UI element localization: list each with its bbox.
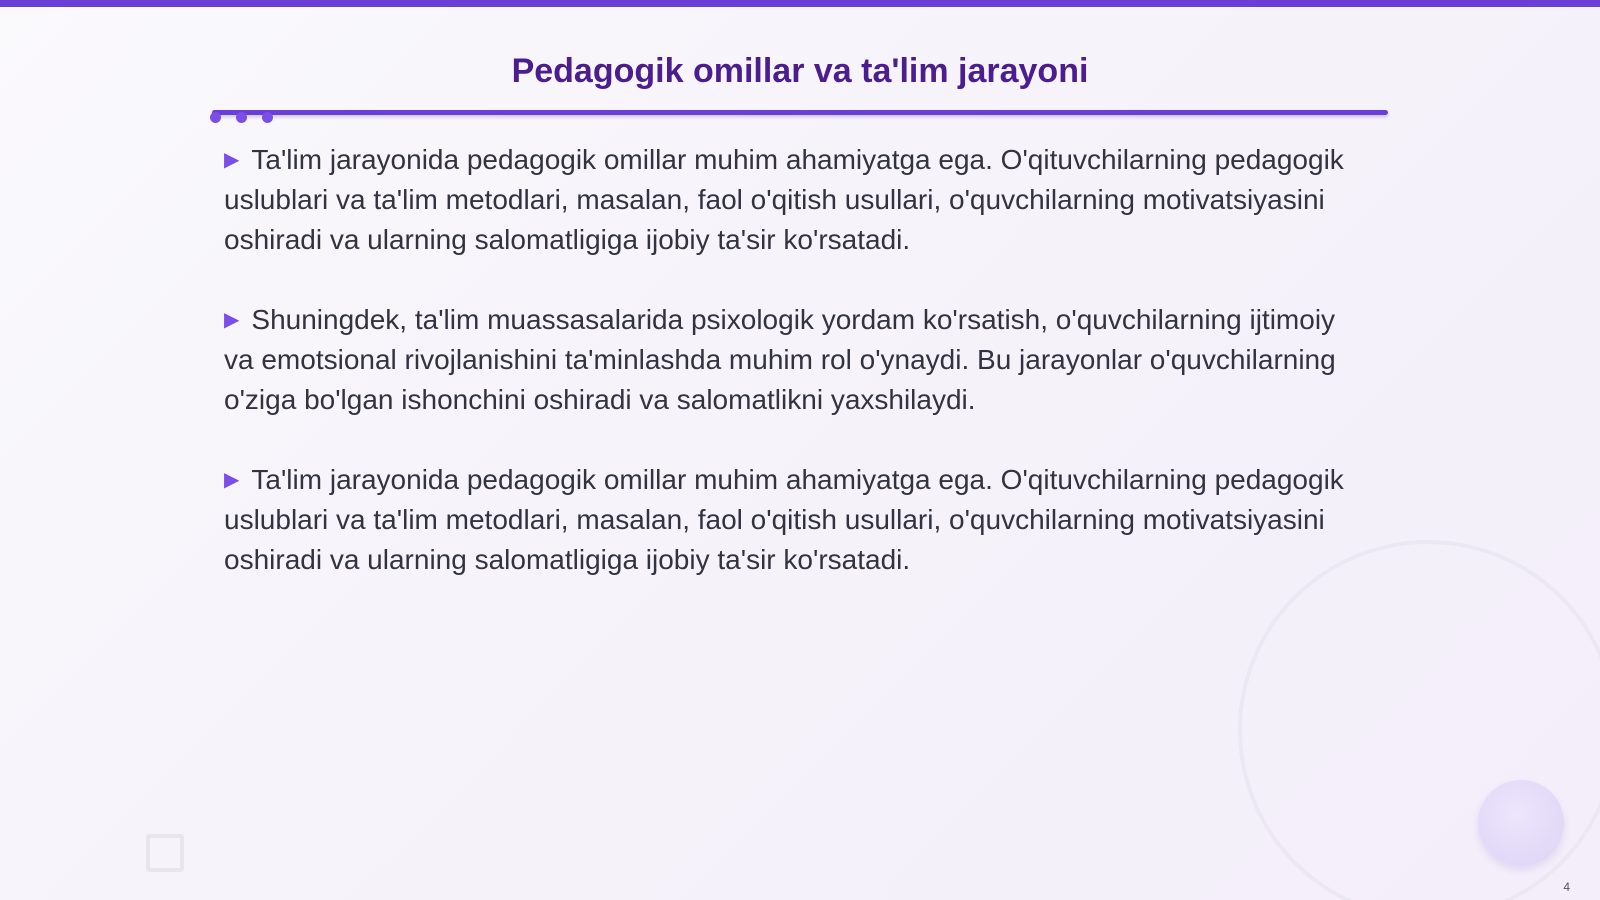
bullet-text: Ta'lim jarayonida pedagogik omillar muhim ahamiyatga ega. O'qituvchilarning pedagogik uslublari va ta'lim metodlari, masalan, faol o'qitish usullari, o'quvchilarning motivatsiyasini oshiradi va ularning salomatligiga ijobiy ta'sir ko'rsatadi. xyxy=(224,144,1344,255)
bullet-text: Shuningdek, ta'lim muassasalarida psixologik yordam ko'rsatish, o'quvchilarning ijtimoiy va emotsional rivojlanishini ta'minlashda muhim rol o'ynaydi. Bu jarayonlar o'quvchilarning o'ziga bo'lgan ishonchini oshiradi va salomatlikni yaxshilaydi. xyxy=(224,304,1336,415)
bullet-list xyxy=(224,140,1354,620)
bullet-paragraph xyxy=(224,300,1354,420)
page-number: 4 xyxy=(1563,880,1570,894)
bullet-paragraph xyxy=(224,460,1354,580)
title-underline xyxy=(212,110,1388,115)
decor-dot xyxy=(262,112,273,123)
top-accent-bar xyxy=(0,0,1600,7)
decor-dot xyxy=(210,112,221,123)
slide-title: Pedagogik omillar va ta'lim jarayoni xyxy=(511,52,1089,90)
bullet-text: Ta'lim jarayonida pedagogik omillar muhim ahamiyatga ega. O'qituvchilarning pedagogik uslublari va ta'lim metodlari, masalan, faol o'qitish usullari, o'quvchilarning motivatsiyasini oshiradi va ularning salomatligiga ijobiy ta'sir ko'rsatadi. xyxy=(224,464,1344,575)
triangle-right-icon: ▶ xyxy=(224,149,240,171)
decor-circle xyxy=(1478,780,1564,866)
decor-dot xyxy=(236,112,247,123)
decor-square xyxy=(146,834,184,872)
bullet-paragraph xyxy=(224,140,1354,260)
triangle-right-icon: ▶ xyxy=(224,309,240,331)
triangle-right-icon: ▶ xyxy=(224,469,240,491)
